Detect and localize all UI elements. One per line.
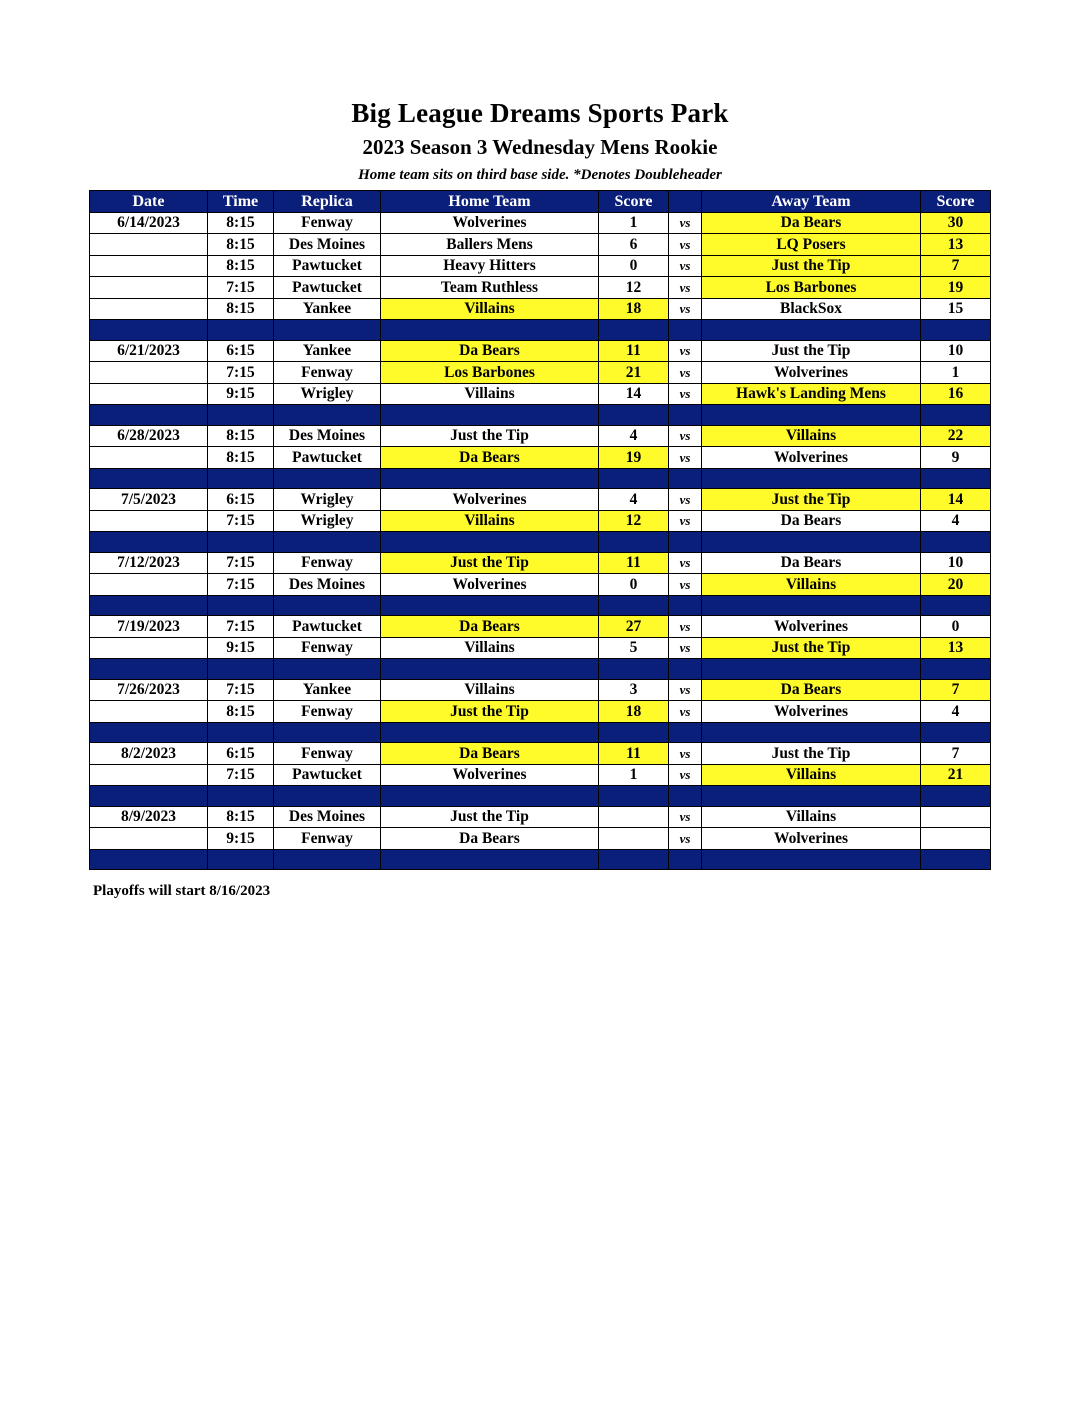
spacer-cell	[90, 849, 208, 870]
cell-replica: Yankee	[274, 679, 381, 701]
spacer-cell	[921, 849, 991, 870]
table-row	[90, 510, 991, 532]
spacer-cell	[274, 595, 381, 616]
spacer-cell	[381, 722, 599, 743]
cell-vs: vs	[669, 234, 702, 256]
spacer-cell	[208, 849, 274, 870]
cell-away-score: 19	[921, 277, 991, 299]
cell-replica: Fenway	[274, 743, 381, 765]
cell-away-team: Wolverines	[702, 616, 921, 638]
spacer-cell	[381, 532, 599, 553]
cell-away-score	[921, 806, 991, 828]
spacer-cell	[208, 320, 274, 341]
col-header-time: Time	[208, 191, 274, 213]
cell-home-team: Villains	[381, 679, 599, 701]
spacer-cell	[702, 659, 921, 680]
cell-away-team: LQ Posers	[702, 234, 921, 256]
cell-home-score: 3	[599, 679, 669, 701]
cell-vs: vs	[669, 574, 702, 596]
spacer-cell	[208, 405, 274, 426]
cell-away-score: 30	[921, 212, 991, 234]
cell-replica: Des Moines	[274, 425, 381, 447]
cell-vs: vs	[669, 212, 702, 234]
cell-away-team: Los Barbones	[702, 277, 921, 299]
cell-time: 8:15	[208, 255, 274, 277]
table-row	[90, 764, 991, 786]
cell-time: 7:15	[208, 764, 274, 786]
cell-away-team: Da Bears	[702, 552, 921, 574]
col-header-vs	[669, 191, 702, 213]
cell-away-team: Wolverines	[702, 701, 921, 723]
cell-home-score: 1	[599, 764, 669, 786]
spacer-row	[90, 405, 991, 426]
spacer-cell	[90, 595, 208, 616]
cell-replica: Des Moines	[274, 574, 381, 596]
cell-home-score	[599, 828, 669, 850]
cell-time: 9:15	[208, 828, 274, 850]
spacer-cell	[381, 405, 599, 426]
cell-home-team: Da Bears	[381, 340, 599, 362]
cell-date	[90, 701, 208, 723]
cell-replica: Wrigley	[274, 510, 381, 532]
spacer-cell	[702, 786, 921, 807]
spacer-cell	[921, 532, 991, 553]
cell-date	[90, 383, 208, 405]
col-header-date: Date	[90, 191, 208, 213]
col-header-home-team: Home Team	[381, 191, 599, 213]
cell-away-team: Wolverines	[702, 828, 921, 850]
cell-away-score: 4	[921, 510, 991, 532]
table-row	[90, 616, 991, 638]
cell-home-team: Villains	[381, 298, 599, 320]
spacer-cell	[208, 786, 274, 807]
page-title: Big League Dreams Sports Park	[351, 98, 729, 128]
cell-home-team: Wolverines	[381, 574, 599, 596]
spacer-row	[90, 786, 991, 807]
table-row	[90, 255, 991, 277]
cell-away-team: Villains	[702, 764, 921, 786]
cell-date	[90, 298, 208, 320]
schedule-body	[90, 212, 991, 870]
cell-date: 8/2/2023	[90, 743, 208, 765]
spacer-cell	[669, 532, 702, 553]
cell-home-team: Wolverines	[381, 764, 599, 786]
spacer-cell	[274, 786, 381, 807]
spacer-cell	[702, 595, 921, 616]
cell-date: 7/5/2023	[90, 489, 208, 511]
spacer-cell	[274, 659, 381, 680]
spacer-cell	[921, 659, 991, 680]
spacer-cell	[599, 659, 669, 680]
cell-date: 6/28/2023	[90, 425, 208, 447]
spacer-cell	[599, 405, 669, 426]
spacer-cell	[599, 849, 669, 870]
spacer-cell	[921, 595, 991, 616]
spacer-cell	[669, 468, 702, 489]
spacer-cell	[274, 320, 381, 341]
spacer-row	[90, 320, 991, 341]
cell-away-team: BlackSox	[702, 298, 921, 320]
cell-replica: Pawtucket	[274, 447, 381, 469]
cell-time: 6:15	[208, 743, 274, 765]
cell-home-score: 18	[599, 701, 669, 723]
cell-replica: Des Moines	[274, 234, 381, 256]
cell-away-score	[921, 828, 991, 850]
cell-away-team: Just the Tip	[702, 340, 921, 362]
col-header-away-score: Score	[921, 191, 991, 213]
spacer-cell	[921, 320, 991, 341]
cell-date: 8/9/2023	[90, 806, 208, 828]
spacer-cell	[208, 722, 274, 743]
cell-home-score: 6	[599, 234, 669, 256]
cell-time: 7:15	[208, 679, 274, 701]
cell-home-score: 11	[599, 552, 669, 574]
table-row	[90, 806, 991, 828]
cell-home-team: Just the Tip	[381, 425, 599, 447]
spacer-cell	[921, 722, 991, 743]
table-row	[90, 298, 991, 320]
cell-home-team: Heavy Hitters	[381, 255, 599, 277]
cell-vs: vs	[669, 764, 702, 786]
cell-vs: vs	[669, 383, 702, 405]
spacer-cell	[599, 532, 669, 553]
spacer-cell	[669, 320, 702, 341]
cell-date	[90, 574, 208, 596]
cell-time: 8:15	[208, 234, 274, 256]
cell-replica: Wrigley	[274, 383, 381, 405]
spacer-cell	[274, 722, 381, 743]
cell-away-score: 1	[921, 362, 991, 384]
cell-away-team: Da Bears	[702, 679, 921, 701]
table-row	[90, 277, 991, 299]
cell-away-team: Just the Tip	[702, 637, 921, 659]
cell-date	[90, 234, 208, 256]
cell-vs: vs	[669, 340, 702, 362]
cell-away-score: 7	[921, 743, 991, 765]
cell-away-score: 13	[921, 637, 991, 659]
cell-away-team: Villains	[702, 425, 921, 447]
cell-home-score: 12	[599, 510, 669, 532]
table-row	[90, 574, 991, 596]
cell-date	[90, 764, 208, 786]
cell-away-score: 0	[921, 616, 991, 638]
cell-time: 7:15	[208, 552, 274, 574]
spacer-cell	[669, 722, 702, 743]
cell-away-team: Hawk's Landing Mens	[702, 383, 921, 405]
cell-date: 7/19/2023	[90, 616, 208, 638]
cell-home-score: 0	[599, 255, 669, 277]
cell-replica: Pawtucket	[274, 616, 381, 638]
spacer-cell	[90, 405, 208, 426]
cell-replica: Pawtucket	[274, 255, 381, 277]
cell-time: 8:15	[208, 447, 274, 469]
cell-home-score: 27	[599, 616, 669, 638]
cell-away-team: Villains	[702, 574, 921, 596]
spacer-cell	[208, 532, 274, 553]
cell-home-score: 19	[599, 447, 669, 469]
spacer-cell	[702, 468, 921, 489]
table-row	[90, 637, 991, 659]
col-header-replica: Replica	[274, 191, 381, 213]
cell-home-team: Wolverines	[381, 212, 599, 234]
cell-home-score	[599, 806, 669, 828]
spacer-cell	[381, 659, 599, 680]
spacer-cell	[90, 722, 208, 743]
cell-time: 9:15	[208, 637, 274, 659]
spacer-row	[90, 532, 991, 553]
spacer-cell	[90, 532, 208, 553]
table-row	[90, 383, 991, 405]
col-header-away-team: Away Team	[702, 191, 921, 213]
cell-time: 7:15	[208, 362, 274, 384]
cell-away-team: Wolverines	[702, 447, 921, 469]
cell-home-team: Da Bears	[381, 447, 599, 469]
schedule-table	[89, 190, 991, 870]
cell-replica: Yankee	[274, 298, 381, 320]
cell-home-score: 18	[599, 298, 669, 320]
cell-vs: vs	[669, 616, 702, 638]
cell-home-score: 5	[599, 637, 669, 659]
cell-date	[90, 447, 208, 469]
cell-home-team: Villains	[381, 383, 599, 405]
cell-home-team: Ballers Mens	[381, 234, 599, 256]
spacer-cell	[702, 849, 921, 870]
spacer-row	[90, 659, 991, 680]
cell-date: 6/14/2023	[90, 212, 208, 234]
page-subtitle: 2023 Season 3 Wednesday Mens Rookie	[362, 135, 718, 159]
cell-home-score: 14	[599, 383, 669, 405]
table-row	[90, 425, 991, 447]
cell-date: 7/12/2023	[90, 552, 208, 574]
cell-vs: vs	[669, 552, 702, 574]
table-row	[90, 679, 991, 701]
cell-vs: vs	[669, 298, 702, 320]
cell-replica: Fenway	[274, 701, 381, 723]
spacer-cell	[274, 849, 381, 870]
cell-away-team: Da Bears	[702, 212, 921, 234]
spacer-cell	[599, 468, 669, 489]
spacer-cell	[381, 595, 599, 616]
cell-home-score: 1	[599, 212, 669, 234]
cell-vs: vs	[669, 489, 702, 511]
cell-time: 6:15	[208, 340, 274, 362]
cell-away-team: Just the Tip	[702, 743, 921, 765]
table-row	[90, 701, 991, 723]
cell-home-team: Los Barbones	[381, 362, 599, 384]
cell-away-score: 14	[921, 489, 991, 511]
cell-away-score: 10	[921, 552, 991, 574]
cell-away-score: 10	[921, 340, 991, 362]
cell-time: 8:15	[208, 298, 274, 320]
cell-time: 7:15	[208, 277, 274, 299]
spacer-cell	[702, 722, 921, 743]
cell-time: 9:15	[208, 383, 274, 405]
table-row	[90, 234, 991, 256]
cell-away-score: 21	[921, 764, 991, 786]
table-row	[90, 362, 991, 384]
cell-home-score: 12	[599, 277, 669, 299]
cell-home-score: 11	[599, 340, 669, 362]
spacer-cell	[702, 532, 921, 553]
spacer-cell	[381, 468, 599, 489]
spacer-cell	[274, 405, 381, 426]
cell-away-team: Just the Tip	[702, 255, 921, 277]
spacer-cell	[599, 595, 669, 616]
spacer-cell	[208, 595, 274, 616]
spacer-cell	[381, 786, 599, 807]
cell-away-score: 7	[921, 255, 991, 277]
table-row	[90, 743, 991, 765]
spacer-row	[90, 722, 991, 743]
cell-home-score: 21	[599, 362, 669, 384]
cell-home-score: 11	[599, 743, 669, 765]
spacer-cell	[599, 722, 669, 743]
spacer-cell	[599, 320, 669, 341]
cell-replica: Fenway	[274, 637, 381, 659]
cell-time: 8:15	[208, 806, 274, 828]
cell-date	[90, 828, 208, 850]
cell-home-team: Just the Tip	[381, 552, 599, 574]
cell-replica: Pawtucket	[274, 764, 381, 786]
cell-away-team: Just the Tip	[702, 489, 921, 511]
cell-home-team: Team Ruthless	[381, 277, 599, 299]
cell-time: 8:15	[208, 701, 274, 723]
cell-away-score: 13	[921, 234, 991, 256]
cell-vs: vs	[669, 828, 702, 850]
cell-time: 8:15	[208, 212, 274, 234]
cell-away-score: 22	[921, 425, 991, 447]
cell-date	[90, 362, 208, 384]
cell-time: 6:15	[208, 489, 274, 511]
cell-vs: vs	[669, 510, 702, 532]
table-header-row	[90, 191, 991, 213]
spacer-cell	[921, 786, 991, 807]
cell-vs: vs	[669, 701, 702, 723]
cell-home-team: Da Bears	[381, 616, 599, 638]
cell-date: 6/21/2023	[90, 340, 208, 362]
table-row	[90, 447, 991, 469]
spacer-cell	[702, 405, 921, 426]
cell-replica: Wrigley	[274, 489, 381, 511]
cell-date	[90, 510, 208, 532]
cell-away-score: 15	[921, 298, 991, 320]
spacer-cell	[90, 659, 208, 680]
cell-home-team: Just the Tip	[381, 806, 599, 828]
spacer-cell	[599, 786, 669, 807]
spacer-cell	[90, 320, 208, 341]
cell-replica: Des Moines	[274, 806, 381, 828]
cell-home-team: Villains	[381, 510, 599, 532]
cell-replica: Fenway	[274, 362, 381, 384]
cell-away-score: 20	[921, 574, 991, 596]
home-team-note: Home team sits on third base side. *Denotes Doubleheader	[358, 167, 722, 183]
cell-home-score: 4	[599, 489, 669, 511]
cell-away-score: 9	[921, 447, 991, 469]
cell-home-score: 4	[599, 425, 669, 447]
table-row	[90, 212, 991, 234]
cell-home-team: Da Bears	[381, 828, 599, 850]
spacer-cell	[274, 532, 381, 553]
cell-home-team: Villains	[381, 637, 599, 659]
cell-time: 7:15	[208, 616, 274, 638]
spacer-cell	[274, 468, 381, 489]
cell-date: 7/26/2023	[90, 679, 208, 701]
spacer-cell	[669, 659, 702, 680]
cell-time: 7:15	[208, 574, 274, 596]
spacer-cell	[921, 468, 991, 489]
cell-home-score: 0	[599, 574, 669, 596]
spacer-row	[90, 468, 991, 489]
table-row	[90, 489, 991, 511]
spacer-cell	[669, 786, 702, 807]
cell-time: 8:15	[208, 425, 274, 447]
cell-vs: vs	[669, 277, 702, 299]
cell-replica: Fenway	[274, 828, 381, 850]
cell-away-score: 7	[921, 679, 991, 701]
cell-replica: Yankee	[274, 340, 381, 362]
spacer-cell	[90, 468, 208, 489]
cell-away-score: 16	[921, 383, 991, 405]
cell-away-team: Da Bears	[702, 510, 921, 532]
cell-replica: Pawtucket	[274, 277, 381, 299]
cell-date	[90, 637, 208, 659]
cell-date	[90, 277, 208, 299]
spacer-cell	[381, 320, 599, 341]
spacer-row	[90, 849, 991, 870]
cell-vs: vs	[669, 743, 702, 765]
spacer-cell	[921, 405, 991, 426]
cell-away-team: Villains	[702, 806, 921, 828]
cell-home-team: Wolverines	[381, 489, 599, 511]
cell-home-team: Da Bears	[381, 743, 599, 765]
col-header-home-score: Score	[599, 191, 669, 213]
cell-vs: vs	[669, 806, 702, 828]
table-row	[90, 340, 991, 362]
spacer-cell	[669, 405, 702, 426]
cell-vs: vs	[669, 362, 702, 384]
cell-vs: vs	[669, 447, 702, 469]
spacer-cell	[90, 786, 208, 807]
cell-vs: vs	[669, 637, 702, 659]
cell-away-score: 4	[921, 701, 991, 723]
spacer-cell	[669, 595, 702, 616]
spacer-cell	[669, 849, 702, 870]
cell-date	[90, 255, 208, 277]
table-row	[90, 552, 991, 574]
spacer-cell	[381, 849, 599, 870]
cell-vs: vs	[669, 255, 702, 277]
cell-replica: Fenway	[274, 552, 381, 574]
cell-time: 7:15	[208, 510, 274, 532]
cell-vs: vs	[669, 425, 702, 447]
spacer-cell	[702, 320, 921, 341]
cell-replica: Fenway	[274, 212, 381, 234]
cell-away-team: Wolverines	[702, 362, 921, 384]
table-row	[90, 828, 991, 850]
cell-home-team: Just the Tip	[381, 701, 599, 723]
spacer-cell	[208, 468, 274, 489]
spacer-cell	[208, 659, 274, 680]
playoffs-note: Playoffs will start 8/16/2023	[93, 883, 271, 899]
spacer-row	[90, 595, 991, 616]
cell-vs: vs	[669, 679, 702, 701]
